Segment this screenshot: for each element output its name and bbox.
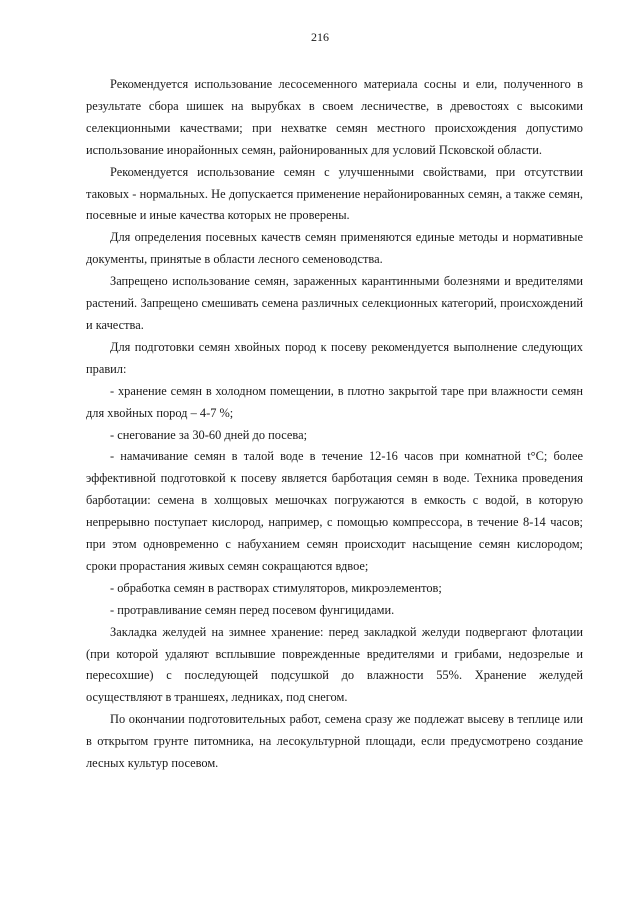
list-item-storage: - хранение семян в холодном помещении, в плотно закрытой таре при влажности семян для хвойных пород – 4-7 %; <box>86 383 583 420</box>
paragraph-pine-spruce-seeds: Рекомендуется использование лесосеменного материала сосны и ели, полученного в результате сбора шишек на вырубках в своем лесничестве, в древостоях с высокими селекционными качествами; при нехватке семян местного происхождения допустимо использование инорайонных семян, районированных для условий Псковской области. <box>86 77 583 157</box>
paragraph-preparation-rules: Для подготовки семян хвойных пород к посеву рекомендуется выполнение следующих правил: <box>86 339 583 376</box>
body-text <box>86 74 583 775</box>
paragraph-acorn-storage: Закладка желудей на зимнее хранение: перед закладкой желуди подвергают флотации (при которой удаляют всплывшие поврежденные вредителями и грибами, недозрелые и пересохшие) с последующей подсушкой до влажности 55%. Хранение желудей осуществляют в траншеях, ледниках, под снегом. <box>86 624 583 705</box>
list-item-fungicide: - протравливание семян перед посевом фунгицидами. <box>110 602 395 617</box>
paragraph-quarantine-prohibition: Запрещено использование семян, зараженных карантинными болезнями и вредителями растений. Запрещено смешивать семена различных селекционных категорий, происхождений и качества. <box>86 274 583 332</box>
list-item-soaking-barbotage: - намачивание семян в талой воде в течение 12-16 часов при комнатной t°C; более эффективной подготовкой к посеву является барботация семян в воде. Техника проведения барботации: семена в холщовых мешочках погружаются в емкость с водой, в которую непрерывно поступает кислород, например, с помощью компрессора, в течение 8-14 часов; при этом одновременно с набуханием семян происходит насыщение семян кислородом; сроки прорастания живых семян сокращаются вдвое; <box>86 449 583 573</box>
page-number: 216 <box>311 30 329 44</box>
paragraph-sowing: По окончании подготовительных работ, семена сразу же подлежат высеву в теплице или в открытом грунте питомника, на лесокультурной площади, если предусмотрено создание лесных культур посевом. <box>86 712 583 771</box>
list-item-snow-treatment: - снегование за 30-60 дней до посева; <box>110 427 308 442</box>
list-item-stimulators: - обработка семян в растворах стимуляторов, микроэлементов; <box>110 580 442 595</box>
paragraph-improved-seeds: Рекомендуется использование семян с улучшенными свойствами, при отсутствии таковых - нормальных. Не допускается применение нерайонированных семян, а также семян, посевные и иные качества которых не проверены. <box>86 164 583 223</box>
paragraph-seed-quality-methods: Для определения посевных качеств семян применяются единые методы и нормативные документы, принятые в области лесного семеноводства. <box>86 230 583 267</box>
